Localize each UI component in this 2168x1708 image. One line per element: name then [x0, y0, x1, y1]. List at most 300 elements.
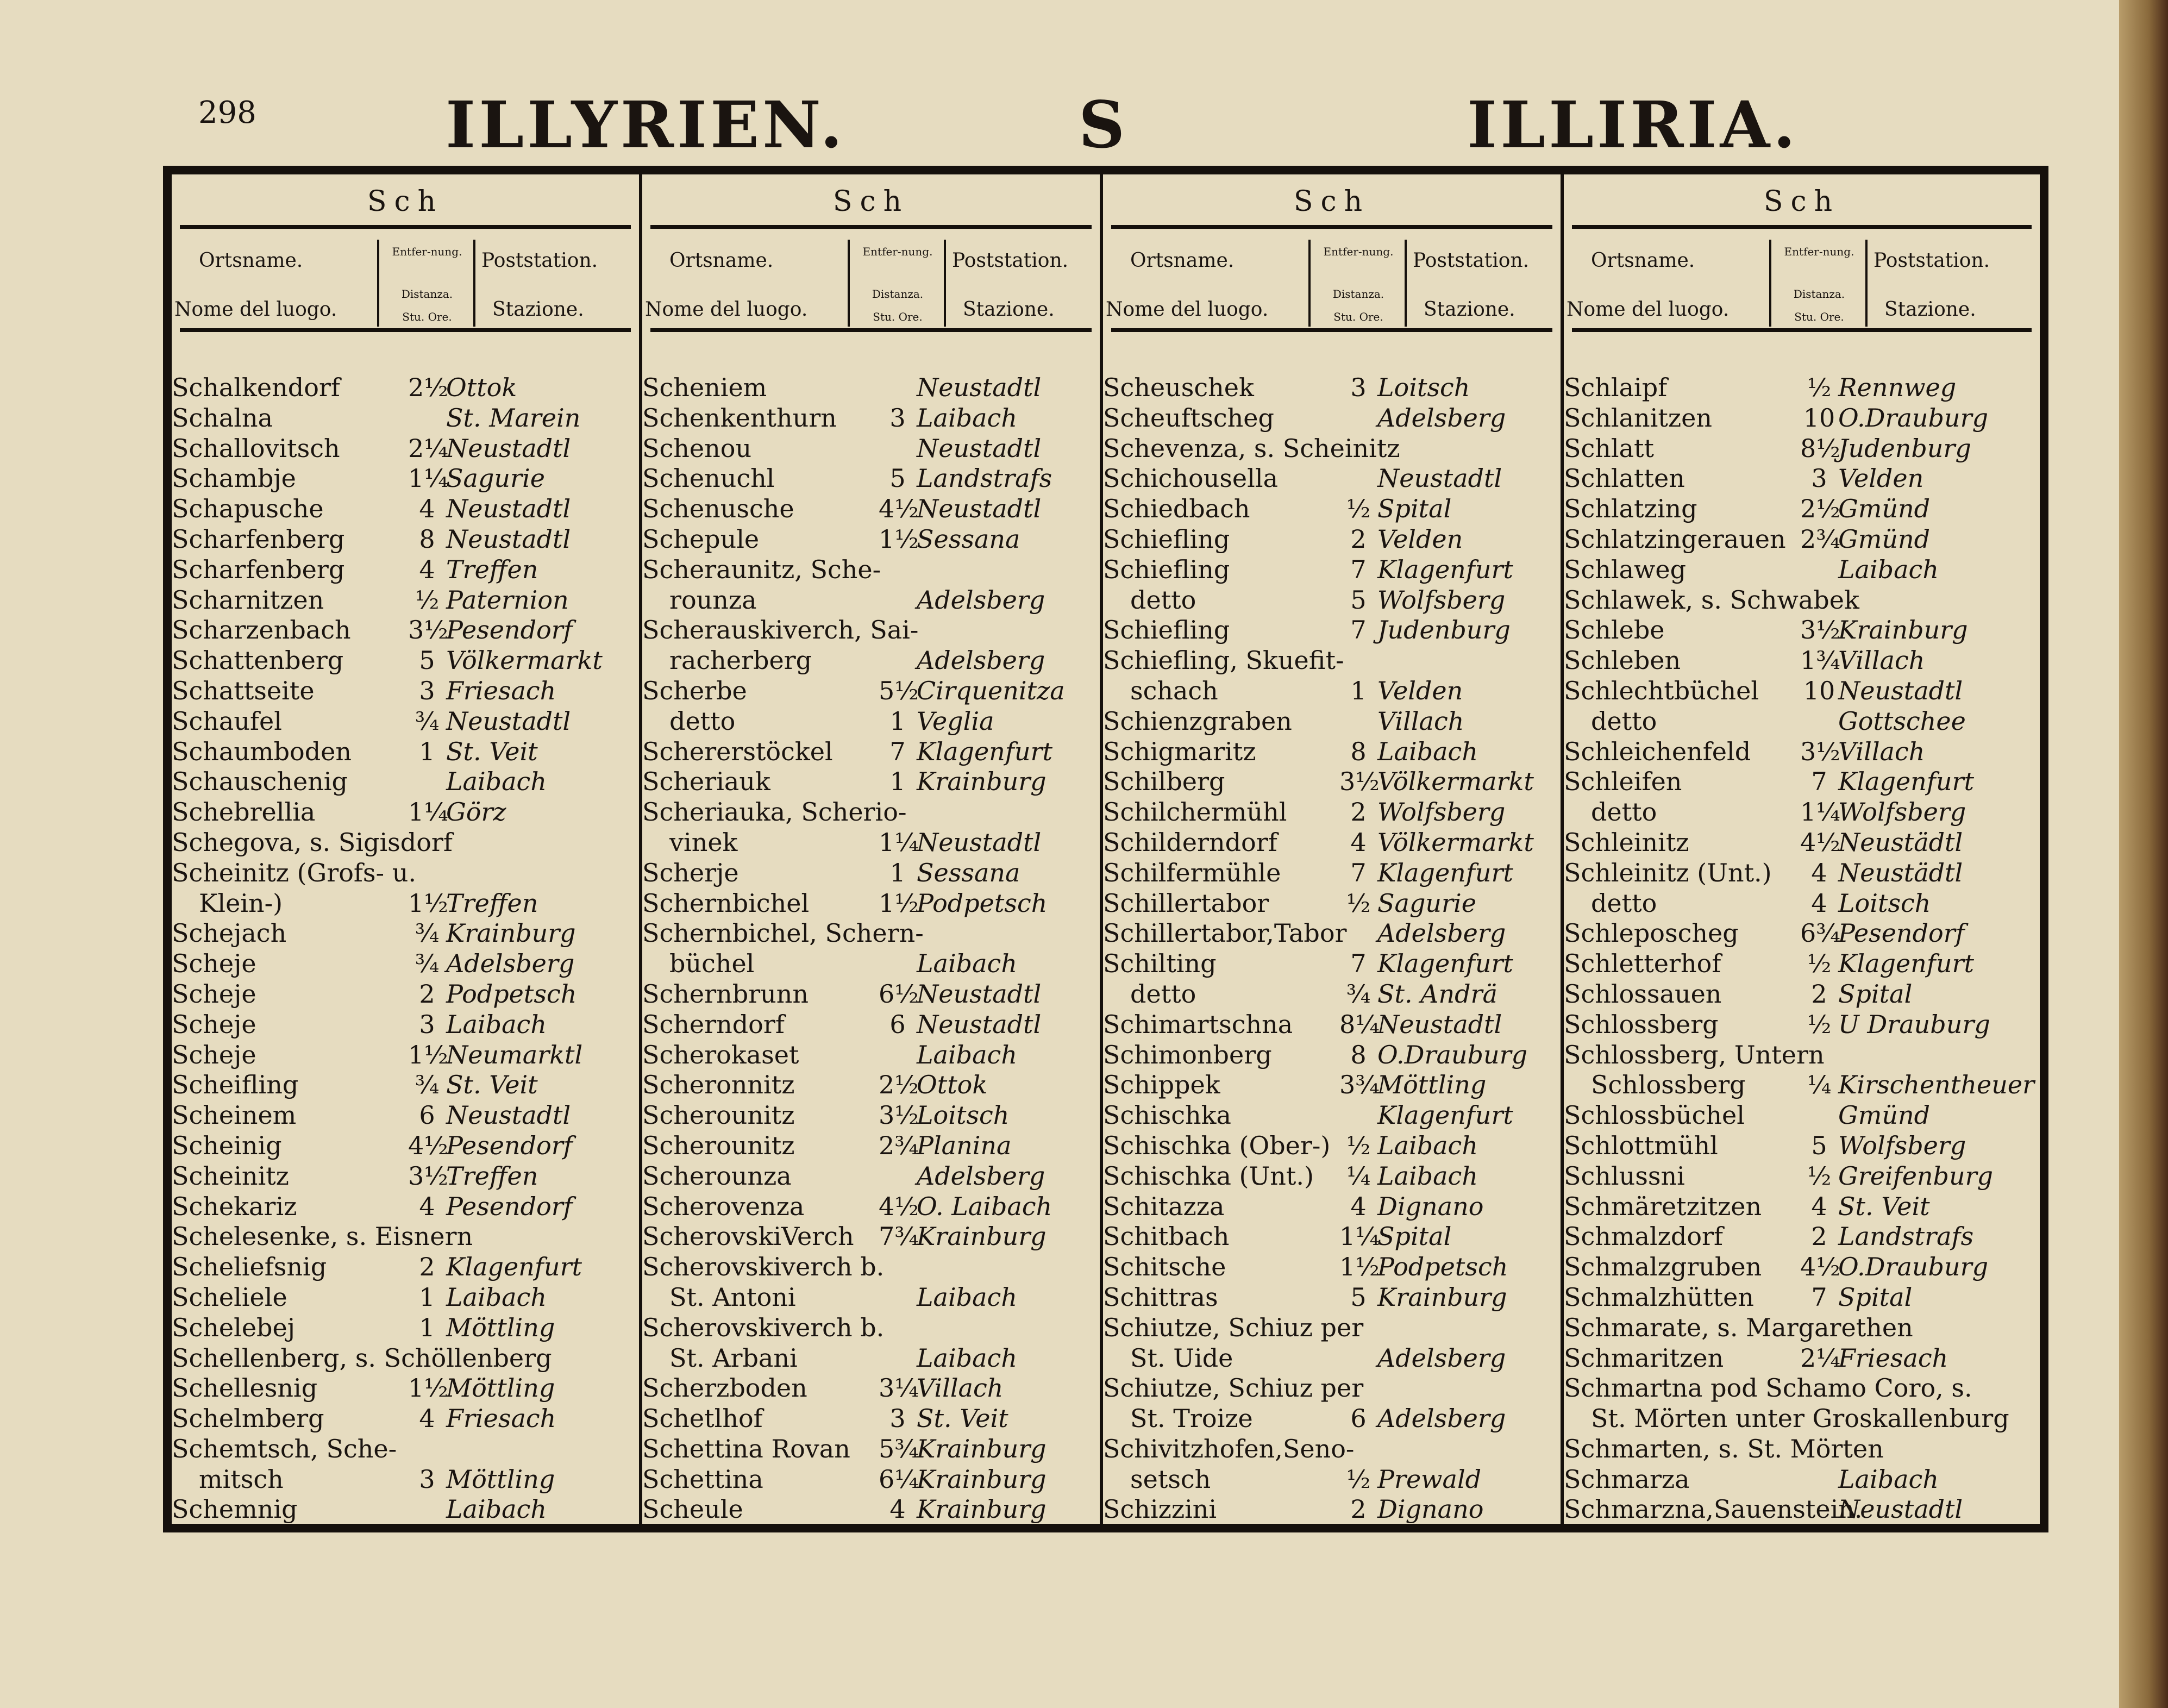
- place-name: Schleposcheg: [1564, 918, 1739, 948]
- post-station: Neustadtl: [446, 1100, 571, 1130]
- table-column-3: [1100, 174, 1561, 1524]
- distance-header-german: Entfer-nung.: [392, 245, 462, 258]
- table-row: [1564, 524, 2040, 555]
- place-name: Schiefling: [1103, 554, 1230, 584]
- distance-value: 4: [1350, 1191, 1367, 1221]
- distance-value: 3½: [1800, 736, 1840, 766]
- post-station: Spital: [1838, 1282, 1913, 1312]
- distance-value: 4: [419, 494, 435, 524]
- table-row: [1103, 1010, 1561, 1040]
- table-row: [1564, 1465, 2040, 1495]
- post-station: Neustadtl: [1838, 1494, 1963, 1524]
- table-row: [1103, 1282, 1561, 1313]
- name-header-german: Ortsname.: [1130, 249, 1235, 272]
- place-name: Schimonberg: [1103, 1040, 1272, 1069]
- place-name: Schlossberg: [1564, 1009, 1719, 1039]
- place-name: Schmalzhütten: [1564, 1282, 1754, 1312]
- table-row: [642, 1070, 1100, 1100]
- table-row: [1564, 1313, 2040, 1343]
- post-station: Klagenfurt: [1838, 949, 1974, 979]
- place-name: Scherovenza: [642, 1191, 805, 1221]
- distance-value: 8: [1350, 1040, 1367, 1069]
- place-name: Schleben: [1564, 646, 1681, 675]
- post-station: Klagenfurt: [1377, 949, 1513, 979]
- place-name: Schmartna pod Schamo Coro, s.: [1564, 1373, 1972, 1403]
- place-name: Schitsche: [1103, 1252, 1226, 1282]
- post-station: Neustadtl: [446, 524, 571, 554]
- place-name: Schischka (Ober-): [1103, 1130, 1331, 1160]
- post-station: Laibach: [917, 1040, 1017, 1069]
- post-station: Neustadtl: [446, 494, 571, 524]
- distance-value: 7: [1350, 615, 1367, 645]
- station-header-italian: Stazione.: [1424, 298, 1515, 321]
- distance-value: 3: [419, 675, 435, 705]
- post-station: Laibach: [917, 1282, 1017, 1312]
- place-name: Schiutze, Schiuz per: [1103, 1373, 1364, 1403]
- table-row: [1103, 464, 1561, 494]
- distance-value: 2: [1811, 1222, 1827, 1252]
- station-header-german: Poststation.: [481, 249, 598, 272]
- post-station: Friesach: [446, 675, 556, 705]
- distance-value: 4½: [1800, 827, 1840, 857]
- table-row: [1103, 767, 1561, 797]
- table-row: [1103, 949, 1561, 979]
- station-header-italian: Stazione.: [963, 298, 1055, 321]
- post-station: Gmünd: [1838, 1100, 1931, 1130]
- post-station: Treffen: [446, 888, 538, 918]
- post-station: Möttling: [446, 1464, 555, 1494]
- place-name: Schelesenke, s. Eisnern: [172, 1222, 473, 1252]
- table-row: [642, 737, 1100, 767]
- table-row: [172, 1161, 639, 1192]
- post-station: Podpetsch: [917, 888, 1048, 918]
- post-station: Friesach: [1838, 1343, 1948, 1373]
- table-row: [1564, 949, 2040, 979]
- place-name: St. Troize: [1130, 1404, 1253, 1434]
- table-row: [172, 1192, 639, 1222]
- distance-value: 4: [1811, 1191, 1827, 1221]
- distance-value: 1½: [408, 1040, 448, 1069]
- post-station: Treffen: [446, 554, 538, 584]
- post-station: Neustadtl: [1377, 464, 1502, 493]
- post-station: Adelsberg: [917, 585, 1045, 615]
- table-row: [1564, 676, 2040, 706]
- table-row: [1103, 1161, 1561, 1192]
- distance-value: 3: [419, 1009, 435, 1039]
- table-row: [1103, 918, 1561, 949]
- distance-value: 1¼: [408, 797, 448, 827]
- table-row: [1103, 1040, 1561, 1071]
- table-row: [1564, 434, 2040, 464]
- post-station: Adelsberg: [917, 1161, 1045, 1191]
- place-name: Schlanitzen: [1564, 403, 1712, 433]
- table-row: [642, 1373, 1100, 1404]
- distance-value: 3½: [1339, 767, 1380, 797]
- table-column-4: [1561, 174, 2040, 1524]
- table-row: [1103, 1373, 1561, 1404]
- table-row: [172, 767, 639, 797]
- table-row: [1564, 1282, 2040, 1313]
- post-station: Pesendorf: [446, 615, 573, 645]
- place-name: Scheuschek: [1103, 373, 1254, 402]
- post-station: Neustadtl: [1377, 1009, 1502, 1039]
- post-station: Greifenburg: [1838, 1161, 1994, 1191]
- place-name: Schilderndorf: [1103, 827, 1277, 857]
- table-row: [1564, 1343, 2040, 1374]
- table-row: [1103, 373, 1561, 403]
- place-name: Scheje: [172, 1040, 256, 1069]
- place-name: Scherovskiverch b.: [642, 1252, 885, 1282]
- entry-list: [1564, 373, 2040, 1525]
- distance-value: 1½: [879, 524, 919, 554]
- table-row: [172, 494, 639, 524]
- station-header-italian: Stazione.: [492, 298, 584, 321]
- place-name: Schlatten: [1564, 464, 1685, 493]
- place-name: Schambje: [172, 464, 296, 493]
- distance-value: 6½: [879, 979, 919, 1009]
- header-divider: [1308, 240, 1311, 327]
- place-name: Schmalzdorf: [1564, 1222, 1724, 1252]
- post-station: Laibach: [446, 1009, 547, 1039]
- place-name: Schleichenfeld: [1564, 736, 1751, 766]
- place-name: Schapusche: [172, 494, 324, 524]
- distance-header-italian: Distanza.: [872, 287, 924, 301]
- column-section-header: Sch: [172, 174, 639, 229]
- post-station: Ottok: [917, 1070, 988, 1100]
- name-header-italian: Nome del luogo.: [1567, 298, 1730, 321]
- table-row: [172, 706, 639, 737]
- table-row: [172, 434, 639, 464]
- table-row: [1103, 1131, 1561, 1161]
- distance-value: 1: [889, 767, 906, 797]
- post-station: Treffen: [446, 1161, 538, 1191]
- post-station: Laibach: [1838, 1464, 1939, 1494]
- page-number: 298: [198, 95, 256, 130]
- table-row: [172, 1494, 639, 1525]
- place-name: Scherje: [642, 858, 739, 887]
- place-name: Scherounitz: [642, 1100, 795, 1130]
- post-station: Neustadtl: [917, 494, 1042, 524]
- place-name: detto: [669, 706, 736, 736]
- entry-list: [1103, 373, 1561, 1525]
- place-name: Schleinitz (Unt.): [1564, 858, 1772, 887]
- place-name: Schmarten, s. St. Mörten: [1564, 1434, 1884, 1463]
- distance-value: 2¼: [1800, 1343, 1840, 1373]
- table-row: [1564, 373, 2040, 403]
- place-name: ScherovskiVerch: [642, 1222, 854, 1252]
- table-row: [1564, 1192, 2040, 1222]
- place-name: Schizzini: [1103, 1494, 1217, 1524]
- post-station: Krainburg: [917, 1434, 1047, 1463]
- post-station: Ottok: [446, 373, 517, 402]
- post-station: O.Drauburg: [1838, 403, 1989, 433]
- post-station: Klagenfurt: [1377, 858, 1513, 887]
- table-row: [642, 646, 1100, 676]
- post-station: Laibach: [917, 1343, 1017, 1373]
- distance-header-german: Entfer-nung.: [1323, 245, 1394, 258]
- place-name: Scheriauka, Scherio-: [642, 797, 907, 827]
- place-name: Scheule: [642, 1494, 743, 1524]
- table-row: [1103, 585, 1561, 616]
- post-station: Klagenfurt: [1838, 767, 1974, 797]
- post-station: Dignano: [1377, 1494, 1484, 1524]
- distance-value: 1½: [879, 888, 919, 918]
- place-name: Schiefling: [1103, 615, 1230, 645]
- distance-value: 3: [1811, 464, 1827, 493]
- table-row: [1564, 1222, 2040, 1252]
- place-name: Schlebe: [1564, 615, 1665, 645]
- post-station: Krainburg: [917, 767, 1047, 797]
- table-row: [172, 464, 639, 494]
- distance-value: ¾: [415, 1070, 440, 1100]
- post-station: Paternion: [446, 585, 569, 615]
- place-name: Schejach: [172, 918, 287, 948]
- place-name: Schernbrunn: [642, 979, 809, 1009]
- post-station: Spital: [1377, 494, 1452, 524]
- table-row: [172, 1313, 639, 1343]
- distance-value: ¾: [1346, 979, 1371, 1009]
- table-row: [1564, 1494, 2040, 1525]
- name-header-italian: Nome del luogo.: [645, 298, 808, 321]
- place-name: Scherauskiverch, Sai-: [642, 615, 919, 645]
- place-name: Schilchermühl: [1103, 797, 1287, 827]
- place-name: Scharnitzen: [172, 585, 324, 615]
- place-name: Schalkendorf: [172, 373, 340, 402]
- table-row: [1103, 1465, 1561, 1495]
- post-station: Völkermarkt: [1377, 827, 1534, 857]
- place-name: Schettina Rovan: [642, 1434, 850, 1463]
- table-row: [1564, 555, 2040, 585]
- distance-value: 3¾: [1339, 1070, 1380, 1100]
- post-station: Krainburg: [917, 1222, 1047, 1252]
- entry-list: [642, 373, 1100, 1525]
- table-row: [172, 949, 639, 979]
- table-row: [1103, 1252, 1561, 1282]
- post-station: U Drauburg: [1838, 1009, 1990, 1039]
- table-row: [642, 1282, 1100, 1313]
- distance-value: 3: [889, 403, 906, 433]
- header-divider: [1865, 240, 1868, 327]
- distance-value: ½: [1346, 1130, 1371, 1160]
- table-row: [642, 524, 1100, 555]
- distance-header-italian: Distanza.: [1332, 287, 1384, 301]
- table-row: [642, 949, 1100, 979]
- post-station: Velden: [1377, 675, 1463, 705]
- post-station: Planina: [917, 1130, 1012, 1160]
- distance-value: 1: [889, 706, 906, 736]
- table-row: [172, 1434, 639, 1465]
- table-row: [172, 646, 639, 676]
- distance-value: 4: [889, 1494, 906, 1524]
- header-divider: [944, 240, 946, 327]
- place-name: Schevenza, s. Scheinitz: [1103, 433, 1400, 463]
- table-row: [1564, 494, 2040, 524]
- distance-value: 2¼: [408, 433, 448, 463]
- name-header-italian: Nome del luogo.: [1106, 298, 1269, 321]
- distance-value: 5: [889, 464, 906, 493]
- place-name: Scheje: [172, 979, 256, 1009]
- place-name: Schillertabor,Tabor: [1103, 918, 1347, 948]
- post-station: Velden: [1838, 464, 1924, 493]
- table-row: [642, 464, 1100, 494]
- table-row: [642, 1252, 1100, 1282]
- distance-value: 6¾: [1800, 918, 1840, 948]
- distance-value: 2: [1811, 979, 1827, 1009]
- distance-value: 6: [889, 1009, 906, 1039]
- station-header-italian: Stazione.: [1884, 298, 1976, 321]
- name-header-german: Ortsname.: [669, 249, 774, 272]
- distance-value: ¼: [1807, 1070, 1832, 1100]
- table-row: [642, 979, 1100, 1010]
- distance-value: 2½: [879, 1070, 919, 1100]
- distance-value: 1½: [1339, 1252, 1380, 1282]
- distance-value: 4: [1811, 858, 1827, 887]
- post-station: Velden: [1377, 524, 1463, 554]
- table-row: [1103, 524, 1561, 555]
- distance-value: ½: [1346, 888, 1371, 918]
- distance-value: 1: [419, 736, 435, 766]
- post-station: Neustadtl: [917, 433, 1042, 463]
- place-name: Schmarate, s. Margarethen: [1564, 1312, 1913, 1342]
- post-station: Neustadtl: [917, 827, 1042, 857]
- place-name: Schippek: [1103, 1070, 1220, 1100]
- distance-value: 4: [419, 554, 435, 584]
- post-station: Laibach: [1377, 1161, 1478, 1191]
- post-station: Möttling: [1377, 1070, 1487, 1100]
- table-row: [1564, 1373, 2040, 1404]
- distance-header-italian: Distanza.: [1793, 287, 1845, 301]
- post-station: St. Veit: [446, 1070, 538, 1100]
- place-name: setsch: [1130, 1464, 1211, 1494]
- distance-value: ½: [1346, 1464, 1371, 1494]
- title-german: ILLYRIEN.: [446, 87, 846, 162]
- post-station: Villach: [917, 1373, 1004, 1403]
- table-row: [642, 1192, 1100, 1222]
- distance-units: Stu. Ore.: [1794, 310, 1844, 323]
- post-station: Adelsberg: [446, 949, 575, 979]
- post-station: Landstrafs: [917, 464, 1052, 493]
- post-station: Völkermarkt: [446, 646, 603, 675]
- place-name: Schmaritzen: [1564, 1343, 1724, 1373]
- place-name: Schekariz: [172, 1191, 297, 1221]
- post-station: Neustadtl: [446, 433, 571, 463]
- station-header-german: Poststation.: [952, 249, 1069, 272]
- column-subheader: [1564, 234, 2040, 332]
- distance-value: 5: [1811, 1130, 1827, 1160]
- place-name: Schaumboden: [172, 736, 352, 766]
- post-station: Judenburg: [1838, 433, 1971, 463]
- distance-value: 5¾: [879, 1434, 919, 1463]
- distance-value: 1: [1350, 675, 1367, 705]
- post-station: Sagurie: [446, 464, 545, 493]
- post-station: St. Veit: [446, 736, 538, 766]
- post-station: Gmünd: [1838, 494, 1931, 524]
- place-name: Schenuchl: [642, 464, 775, 493]
- place-name: Schlatzing: [1564, 494, 1697, 524]
- table-row: [642, 918, 1100, 949]
- table-row: [1564, 1040, 2040, 1071]
- table-row: [172, 1070, 639, 1100]
- post-station: Klagenfurt: [446, 1252, 582, 1282]
- table-row: [1564, 646, 2040, 676]
- distance-value: 5: [1350, 1282, 1367, 1312]
- table-row: [172, 615, 639, 646]
- table-row: [1103, 555, 1561, 585]
- post-station: Wolfsberg: [1377, 797, 1506, 827]
- place-name: Schlossberg: [1591, 1070, 1746, 1100]
- table-row: [172, 1373, 639, 1404]
- table-row: [1103, 1434, 1561, 1465]
- table-row: [172, 797, 639, 828]
- post-station: Wolfsberg: [1377, 585, 1506, 615]
- place-name: Scheifling: [172, 1070, 299, 1100]
- table-row: [172, 1465, 639, 1495]
- place-name: Scheinem: [172, 1100, 297, 1130]
- distance-value: 4: [419, 1191, 435, 1221]
- distance-value: 8: [1350, 736, 1367, 766]
- post-station: Gmünd: [1838, 524, 1931, 554]
- post-station: Adelsberg: [1377, 403, 1506, 433]
- post-station: Pesendorf: [446, 1130, 573, 1160]
- place-name: Schlossbüchel: [1564, 1100, 1745, 1130]
- place-name: Schalna: [172, 403, 273, 433]
- place-name: Scherndorf: [642, 1009, 785, 1039]
- table-row: [172, 555, 639, 585]
- post-station: Pesendorf: [446, 1191, 573, 1221]
- place-name: Schegova, s. Sigisdorf: [172, 827, 453, 857]
- post-station: Laibach: [1377, 736, 1478, 766]
- table-row: [1564, 767, 2040, 797]
- post-station: Laibach: [1838, 554, 1939, 584]
- table-row: [642, 828, 1100, 858]
- table-row: [1564, 1252, 2040, 1282]
- distance-value: 2¾: [879, 1130, 919, 1160]
- place-name: büchel: [669, 949, 755, 979]
- place-name: Schiedbach: [1103, 494, 1250, 524]
- column-subheader: [172, 234, 639, 332]
- post-station: Villach: [1838, 736, 1925, 766]
- table-row: [642, 1131, 1100, 1161]
- place-name: Schlottmühl: [1564, 1130, 1718, 1160]
- place-name: Schallovitsch: [172, 433, 340, 463]
- table-row: [642, 1161, 1100, 1192]
- place-name: Schlaweg: [1564, 554, 1687, 584]
- title-italian: ILLIRIA.: [1467, 87, 1799, 162]
- column-subheader: [642, 234, 1100, 332]
- table-row: [172, 858, 639, 889]
- table-row: [642, 1222, 1100, 1252]
- distance-value: 4: [1811, 888, 1827, 918]
- distance-value: ¾: [415, 918, 440, 948]
- post-station: Völkermarkt: [1377, 767, 1534, 797]
- place-name: Scherovskiverch b.: [642, 1312, 885, 1342]
- table-row: [1564, 1131, 2040, 1161]
- post-station: Laibach: [446, 1282, 547, 1312]
- distance-value: 2: [1350, 797, 1367, 827]
- place-name: St. Arbani: [669, 1343, 798, 1373]
- column-section-header: Sch: [1564, 174, 2040, 229]
- place-name: Scheronnitz: [642, 1070, 795, 1100]
- distance-value: 1¼: [1339, 1222, 1380, 1252]
- place-name: Schimartschna: [1103, 1009, 1293, 1039]
- table-row: [1564, 585, 2040, 616]
- table-row: [1564, 1010, 2040, 1040]
- post-station: Wolfsberg: [1838, 797, 1966, 827]
- post-station: Laibach: [1377, 1130, 1478, 1160]
- post-station: Adelsberg: [1377, 1404, 1506, 1434]
- distance-value: 6¼: [879, 1464, 919, 1494]
- post-station: Wolfsberg: [1838, 1130, 1966, 1160]
